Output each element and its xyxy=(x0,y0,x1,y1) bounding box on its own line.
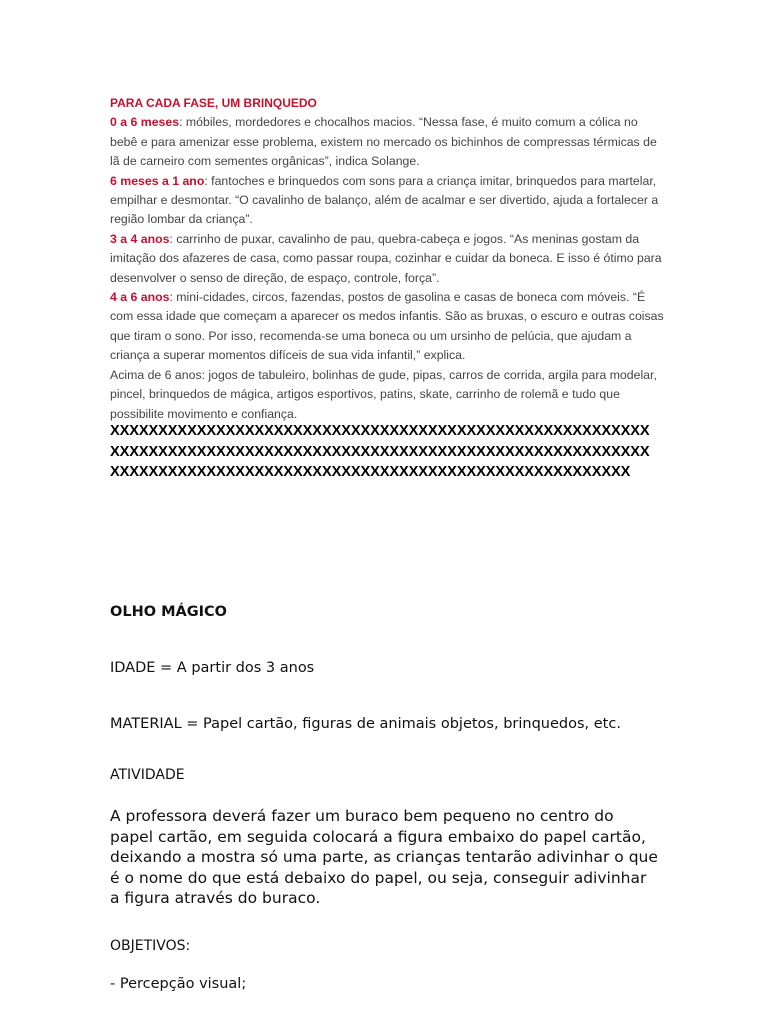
phase-text: : fantoches e brinquedos com sons para a criança imitar, brinquedos para martelar, empilhar e desmontar. “O cavalinho de balanço, além de acalmar e ser divertido, ajuda a fortalecer a região lombar da criança”. xyxy=(110,173,659,227)
closing-paragraph: Acima de 6 anos: jogos de tabuleiro, bolinhas de gude, pipas, carros de corrida, argila para modelar, pincel, brinquedos de mágica, artigos esportivos, patins, skate, carrinho de rolemã e tudo que possibilite movimento e confiança. xyxy=(110,367,657,421)
material-line: MATERIAL = Papel cartão, figuras de animais objetos, brinquedos, etc. xyxy=(110,716,621,732)
phase-text: : móbiles, mordedores e chocalhos macios. “Nessa fase, é muito comum a cólica no bebê e para amenizar esse problema, existem no mercado os bichinhos de compressas térmicas de lã de carneiro com sementes orgânicas”, indica Solange. xyxy=(110,115,657,169)
article-section xyxy=(110,94,665,424)
article-heading: PARA CADA FASE, UM BRINQUEDO xyxy=(110,96,317,110)
phase-label: 6 meses a 1 ano xyxy=(110,173,205,188)
phase-text: : mini-cidades, circos, fazendas, postos de gasolina e casas de boneca com móveis. “É com essa idade que começam a aparecer os medos infantis. São as bruxas, o escuro e outras coisas que tiram o sono. Por isso, recomenda-se uma boneca ou um ursinho de pelúcia, que ajudam a criança a superar momentos difíceis de sua vida infantil,” explica. xyxy=(110,290,664,363)
objective-item: - Percepção visual; xyxy=(110,976,247,992)
phase-paragraph xyxy=(110,288,665,366)
phase-label: 3 a 4 anos xyxy=(110,231,170,246)
objectives-label: OBJETIVOS: xyxy=(110,938,191,954)
activity-label: ATIVIDADE xyxy=(110,767,185,783)
separator-line: XXXXXXXXXXXXXXXXXXXXXXXXXXXXXXXXXXXXXXXXXXXXXXXXXXXXXXXXXXXXXXXXXXXXXXXXXXXXXXXXXXXXXXXXXXXXXXXXXXXXXXXXXXXXXXXXXXXXXXXXXXXXXXXXXXXXXXXXXXXXXXXXXXXXXXXXXXXXXXXXXXXXXX xyxy=(110,423,650,480)
phase-label: 0 a 6 meses xyxy=(110,115,180,130)
phase-label: 4 a 6 anos xyxy=(110,290,170,305)
activity-title: OLHO MÁGICO xyxy=(110,604,227,620)
activity-description: A professora deverá fazer um buraco bem pequeno no centro do papel cartão, em seguida colocará a figura embaixo do papel cartão, deixando a mostra só uma parte, as crianças tentarão adivinhar o que é o nome do que está debaixo do papel, ou seja, conseguir adivinhar a figura através do buraco. xyxy=(110,807,658,907)
age-line: IDADE = A partir dos 3 anos xyxy=(110,660,315,676)
phase-paragraph xyxy=(110,172,665,230)
phase-paragraph xyxy=(110,230,665,288)
phase-paragraph xyxy=(110,113,665,171)
phase-text: : carrinho de puxar, cavalinho de pau, quebra-cabeça e jogos. “As meninas gostam da imitação dos afazeres de casa, como passar roupa, cozinhar e cuidar da boneca. E isso é ótimo para desenvolver o senso de direção, de espaço, controle, força”. xyxy=(110,231,662,285)
